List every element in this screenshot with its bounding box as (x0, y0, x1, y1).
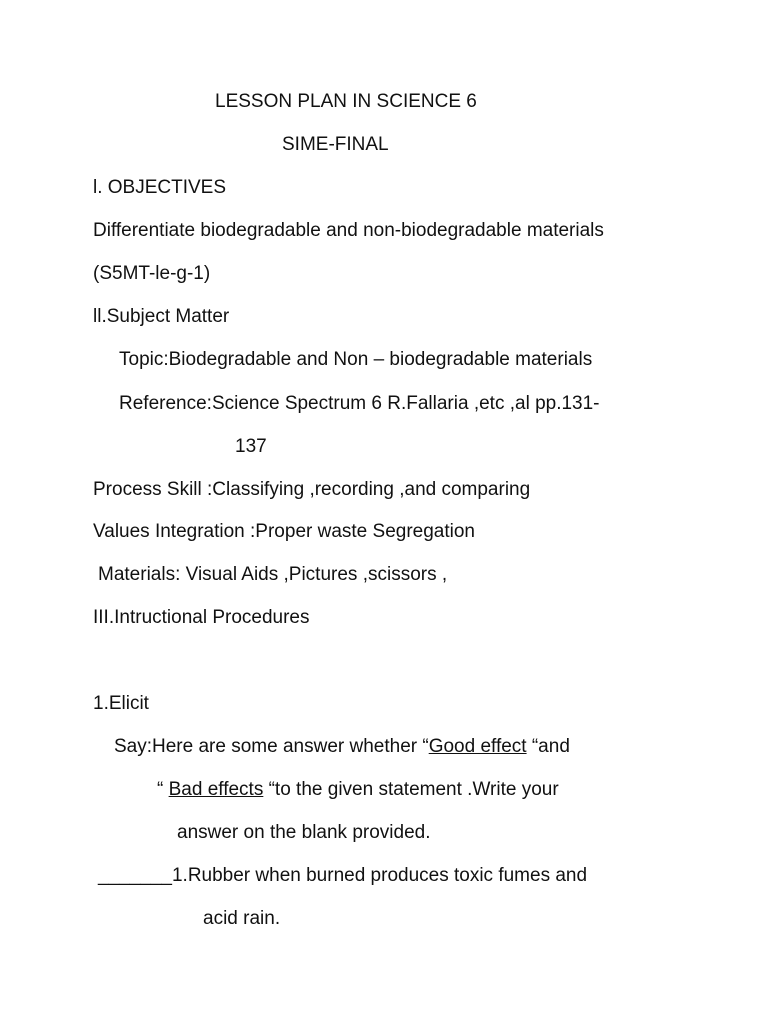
objectives-heading: l. OBJECTIVES (93, 177, 227, 198)
reference-line-continued: 137 (235, 436, 267, 457)
say-instruction-line (114, 735, 570, 759)
item-1-statement-continued: acid rain. (203, 908, 281, 929)
quote-open: “ (157, 779, 169, 800)
document-title: LESSON PLAN IN SCIENCE 6 (215, 91, 477, 112)
procedures-heading: III.Intructional Procedures (93, 607, 310, 628)
say-prefix: Say:Here are some answer whether “ (114, 736, 429, 757)
elicit-heading: 1.Elicit (93, 693, 149, 714)
subject-matter-heading: ll.Subject Matter (93, 306, 230, 327)
say-suffix: “and (526, 736, 570, 757)
objective-code: (S5MT-le-g-1) (93, 263, 211, 284)
document-subtitle: SIME-FINAL (282, 134, 389, 155)
reference-line: Reference:Science Spectrum 6 R.Fallaria ,etc ,al pp.131- (119, 393, 600, 414)
process-skill-line: Process Skill :Classifying ,recording ,and comparing (93, 479, 531, 500)
good-effect-term: Good effect (428, 736, 527, 757)
say-instruction-line-2 (157, 778, 559, 802)
materials-line: Materials: Visual Aids ,Pictures ,scissors , (98, 564, 448, 585)
line2-suffix: “to the given statement .Write your (263, 779, 559, 800)
topic-line: Topic:Biodegradable and Non – biodegradable materials (119, 349, 593, 370)
objective-text: Differentiate biodegradable and non-biodegradable materials (93, 220, 604, 241)
say-instruction-line-3: answer on the blank provided. (177, 822, 431, 843)
bad-effects-term: Bad effects (168, 779, 264, 800)
values-integration-line: Values Integration :Proper waste Segregation (93, 521, 475, 542)
item-1-statement: _______1.Rubber when burned produces toxic fumes and (98, 865, 588, 886)
